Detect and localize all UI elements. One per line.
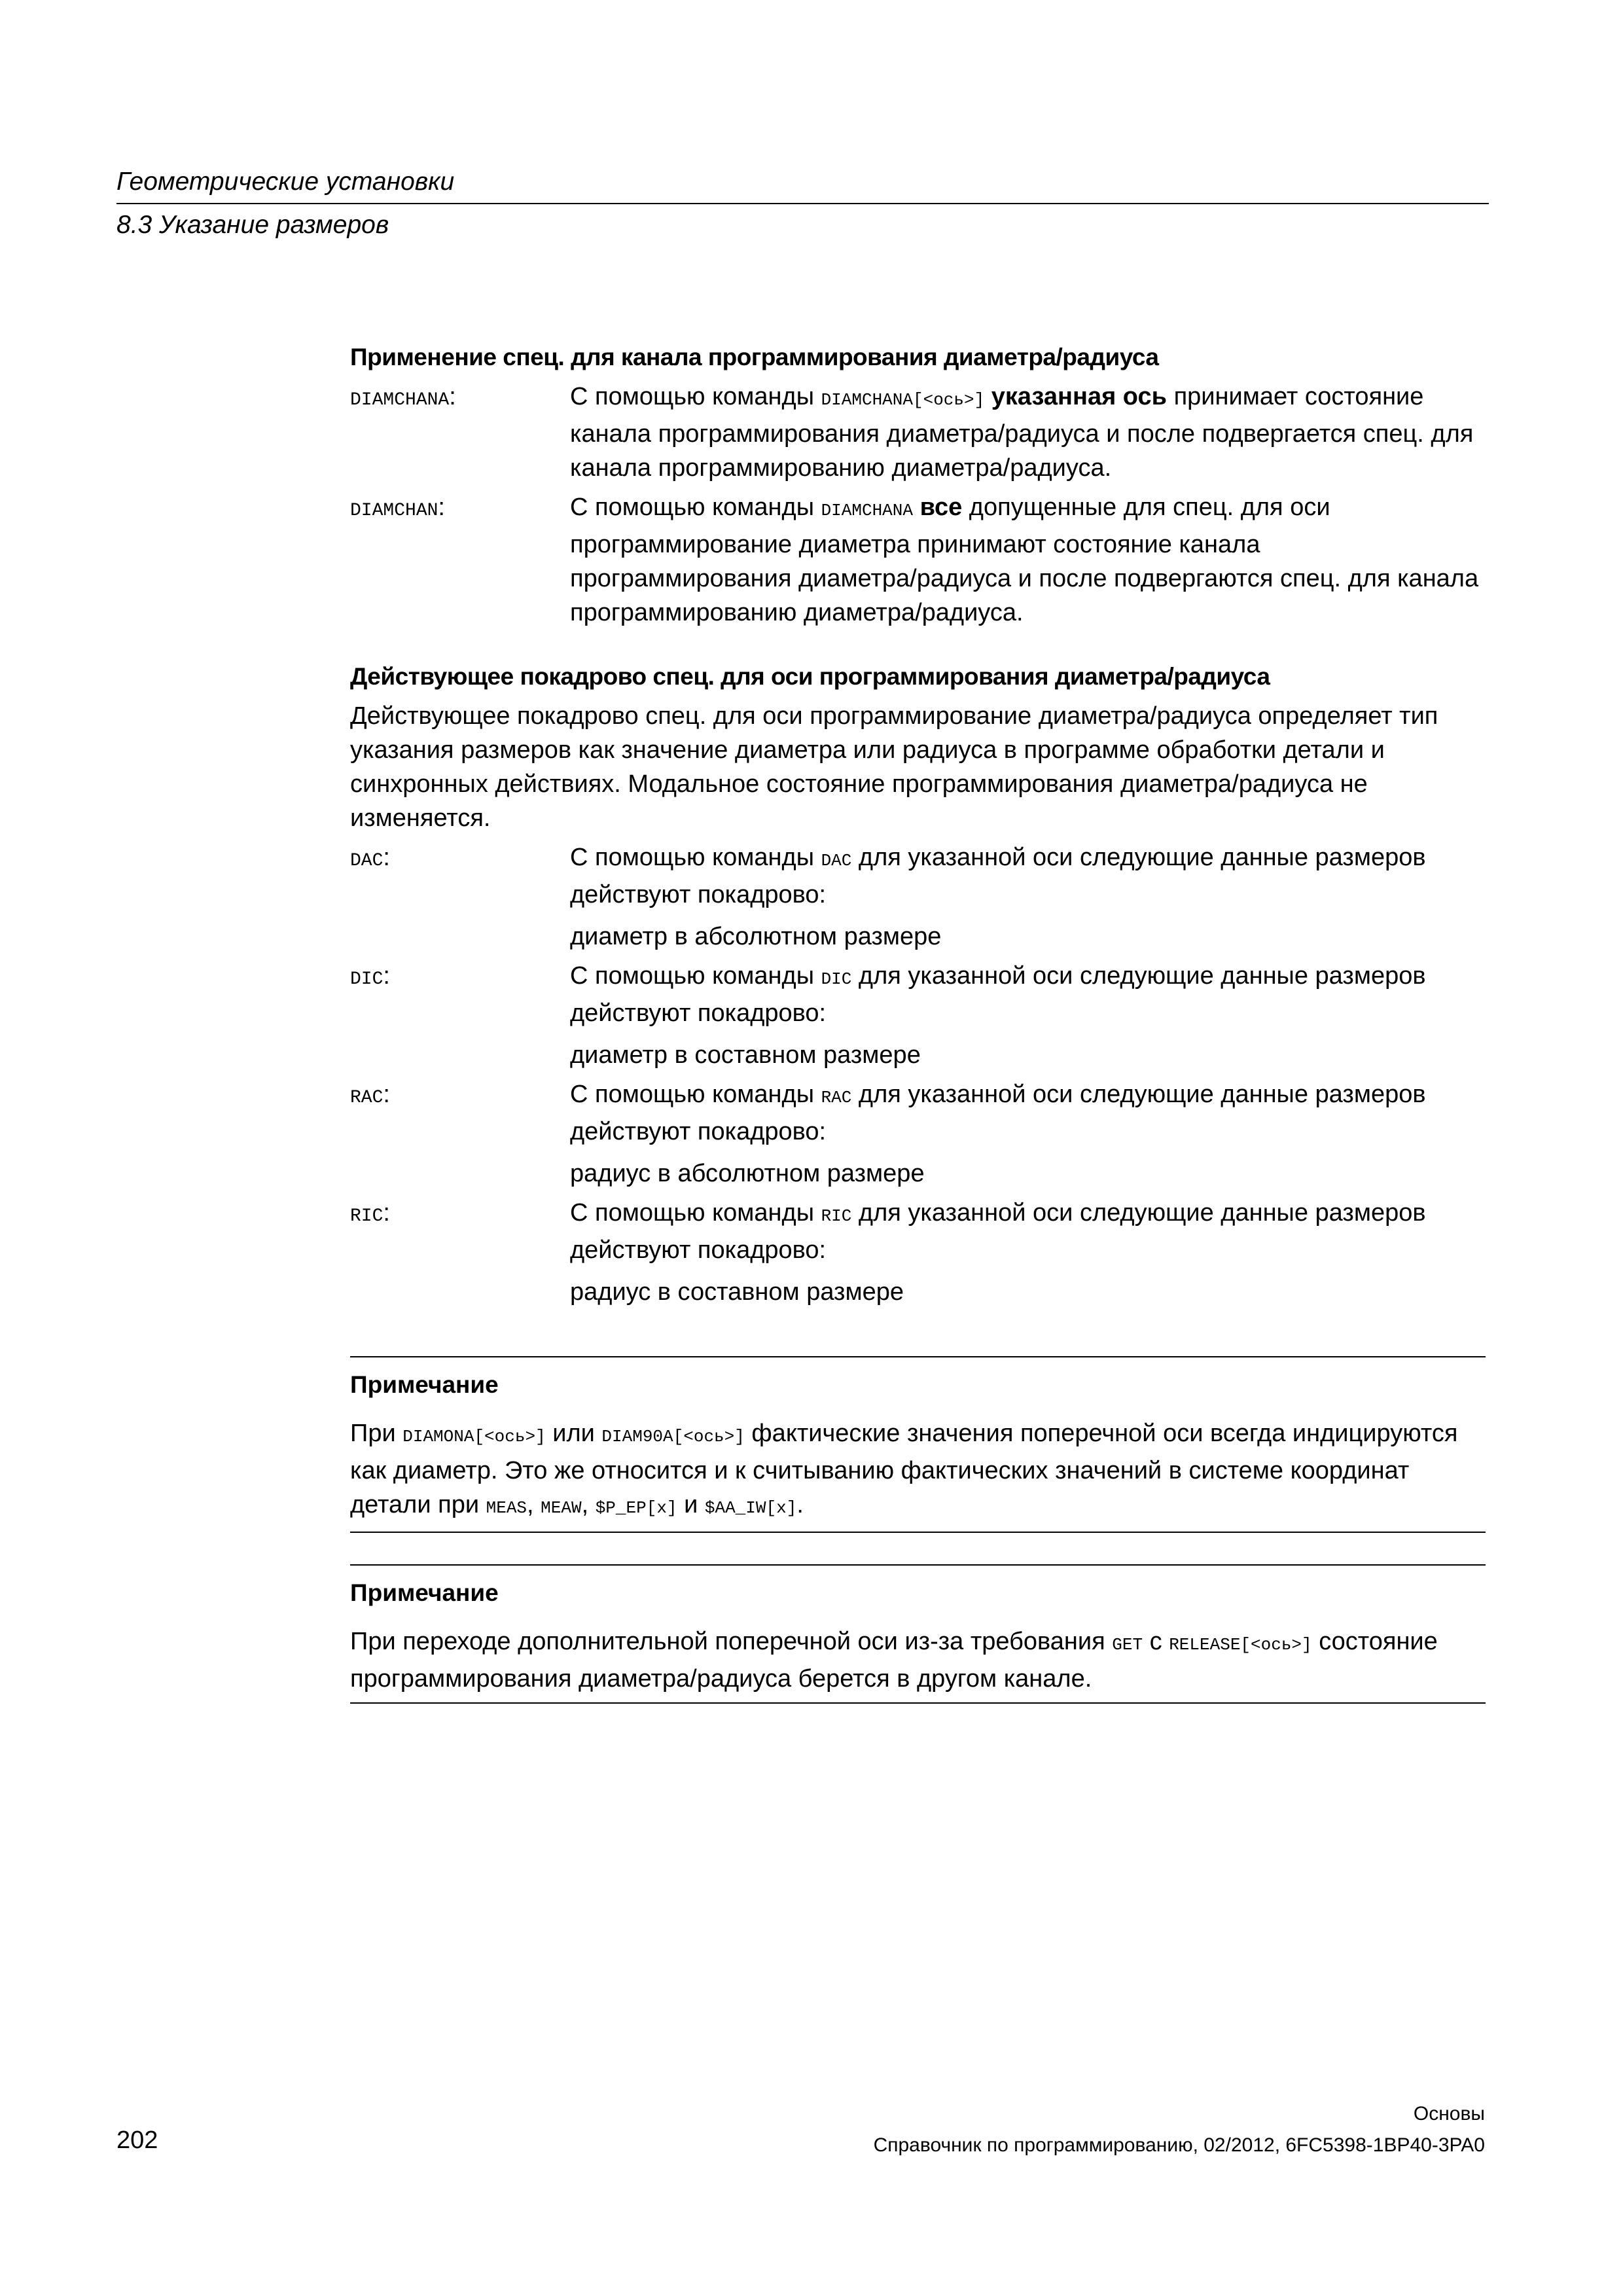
definition-extra: диаметр в составном размере — [570, 1041, 921, 1069]
note-title: Примечание — [350, 1579, 499, 1606]
code-snippet: DAC — [821, 851, 852, 870]
section2-intro: Действующее покадрово спец. для оси программирование диаметра/радиуса определяет тип указания размеров как значение диаметра или радиуса в программе обработки детали и синхронных действиях. Модальное состояние программирования диаметра/радиуса не изменяется. — [350, 702, 1438, 832]
code-snippet: RAC — [821, 1088, 852, 1107]
definition-term: DIC: — [350, 962, 390, 990]
definition-desc: С помощью команды RAC для указанной оси следующие данные размеров действуют покадрово: радиус в абсолютном размере — [570, 1077, 1486, 1191]
note-title: Примечание — [350, 1371, 499, 1398]
definition-term: DIAMCHANA: — [350, 383, 456, 410]
note-box — [350, 1564, 1486, 1704]
section2-heading: Действующее покадрово спец. для оси программирования диаметра/радиуса — [350, 663, 1270, 690]
definition-extra: диаметр в абсолютном размере — [570, 923, 942, 950]
page-number: 202 — [116, 2126, 158, 2154]
definition-desc: С помощью команды DIC для указанной оси следующие данные размеров действуют покадрово: диаметр в составном размере — [570, 959, 1486, 1072]
definition-dac — [350, 840, 1486, 954]
note-text: При переходе дополнительной поперечной оси из-за требования GET с RELEASE[<ось>] состояние программирования диаметра/радиуса берется в другом канале. — [350, 1628, 1438, 1693]
section1-heading: Применение спец. для канала программирования диаметра/радиуса — [350, 344, 1159, 370]
definition-desc: С помощью команды RIC для указанной оси следующие данные размеров действуют покадрово: радиус в составном размере — [570, 1196, 1486, 1309]
code-snippet: DIC — [821, 969, 852, 989]
definition-ric — [350, 1196, 1486, 1309]
definition-desc: С помощью команды DAC для указанной оси следующие данные размеров действуют покадрово: диаметр в абсолютном размере — [570, 840, 1486, 954]
definition-desc: С помощью команды DIAMCHANA[<ось>] указанная ось принимает состояние канала программирования диаметра/радиуса и после подвергается спец. для канала программированию диаметра/радиуса. — [570, 383, 1474, 482]
chapter-title: Геометрические установки — [116, 164, 1489, 204]
definition-term: RIC: — [350, 1199, 390, 1227]
note-text: При DIAMONA[<ось>] или DIAM90A[<ось>] фактические значения поперечной оси всегда индицируются как диаметр. Это же относится и к считыванию фактических значений в системе координат детали при MEAS, MEAW, $P_EP[x] и $AA_IW[x]. — [350, 1420, 1458, 1518]
code-snippet: RIC — [821, 1206, 852, 1226]
book-title: Основы — [1413, 2103, 1485, 2125]
definition-extra: радиус в составном размере — [570, 1278, 904, 1306]
definition-desc: С помощью команды DIAMCHANA все допущенные для спец. для оси программирование диаметра принимают состояние канала программирования диаметра/радиуса и после подвергаются спец. для канала программированию диаметра/радиуса. — [570, 493, 1479, 626]
page-footer — [874, 2098, 1485, 2161]
definition-term: DAC: — [350, 844, 390, 871]
definition-term: RAC: — [350, 1081, 390, 1108]
definition-rac — [350, 1077, 1486, 1191]
definition-diamchana — [350, 380, 1486, 485]
book-info: Справочник по программированию, 02/2012, 6FC5398-1BP40-3PA0 — [873, 2134, 1485, 2156]
main-content — [350, 340, 1486, 1704]
code-snippet: DIAMCHANA[<ось>] — [821, 390, 985, 410]
definition-term: DIAMCHAN: — [350, 493, 445, 521]
definition-dic — [350, 959, 1486, 1072]
definition-diamchan — [350, 490, 1486, 630]
section-title: 8.3 Указание размеров — [116, 211, 389, 239]
page-header — [116, 164, 1489, 243]
definition-extra: радиус в абсолютном размере — [570, 1160, 925, 1187]
code-snippet: DIAMCHANA — [821, 501, 913, 520]
note-box — [350, 1356, 1486, 1533]
